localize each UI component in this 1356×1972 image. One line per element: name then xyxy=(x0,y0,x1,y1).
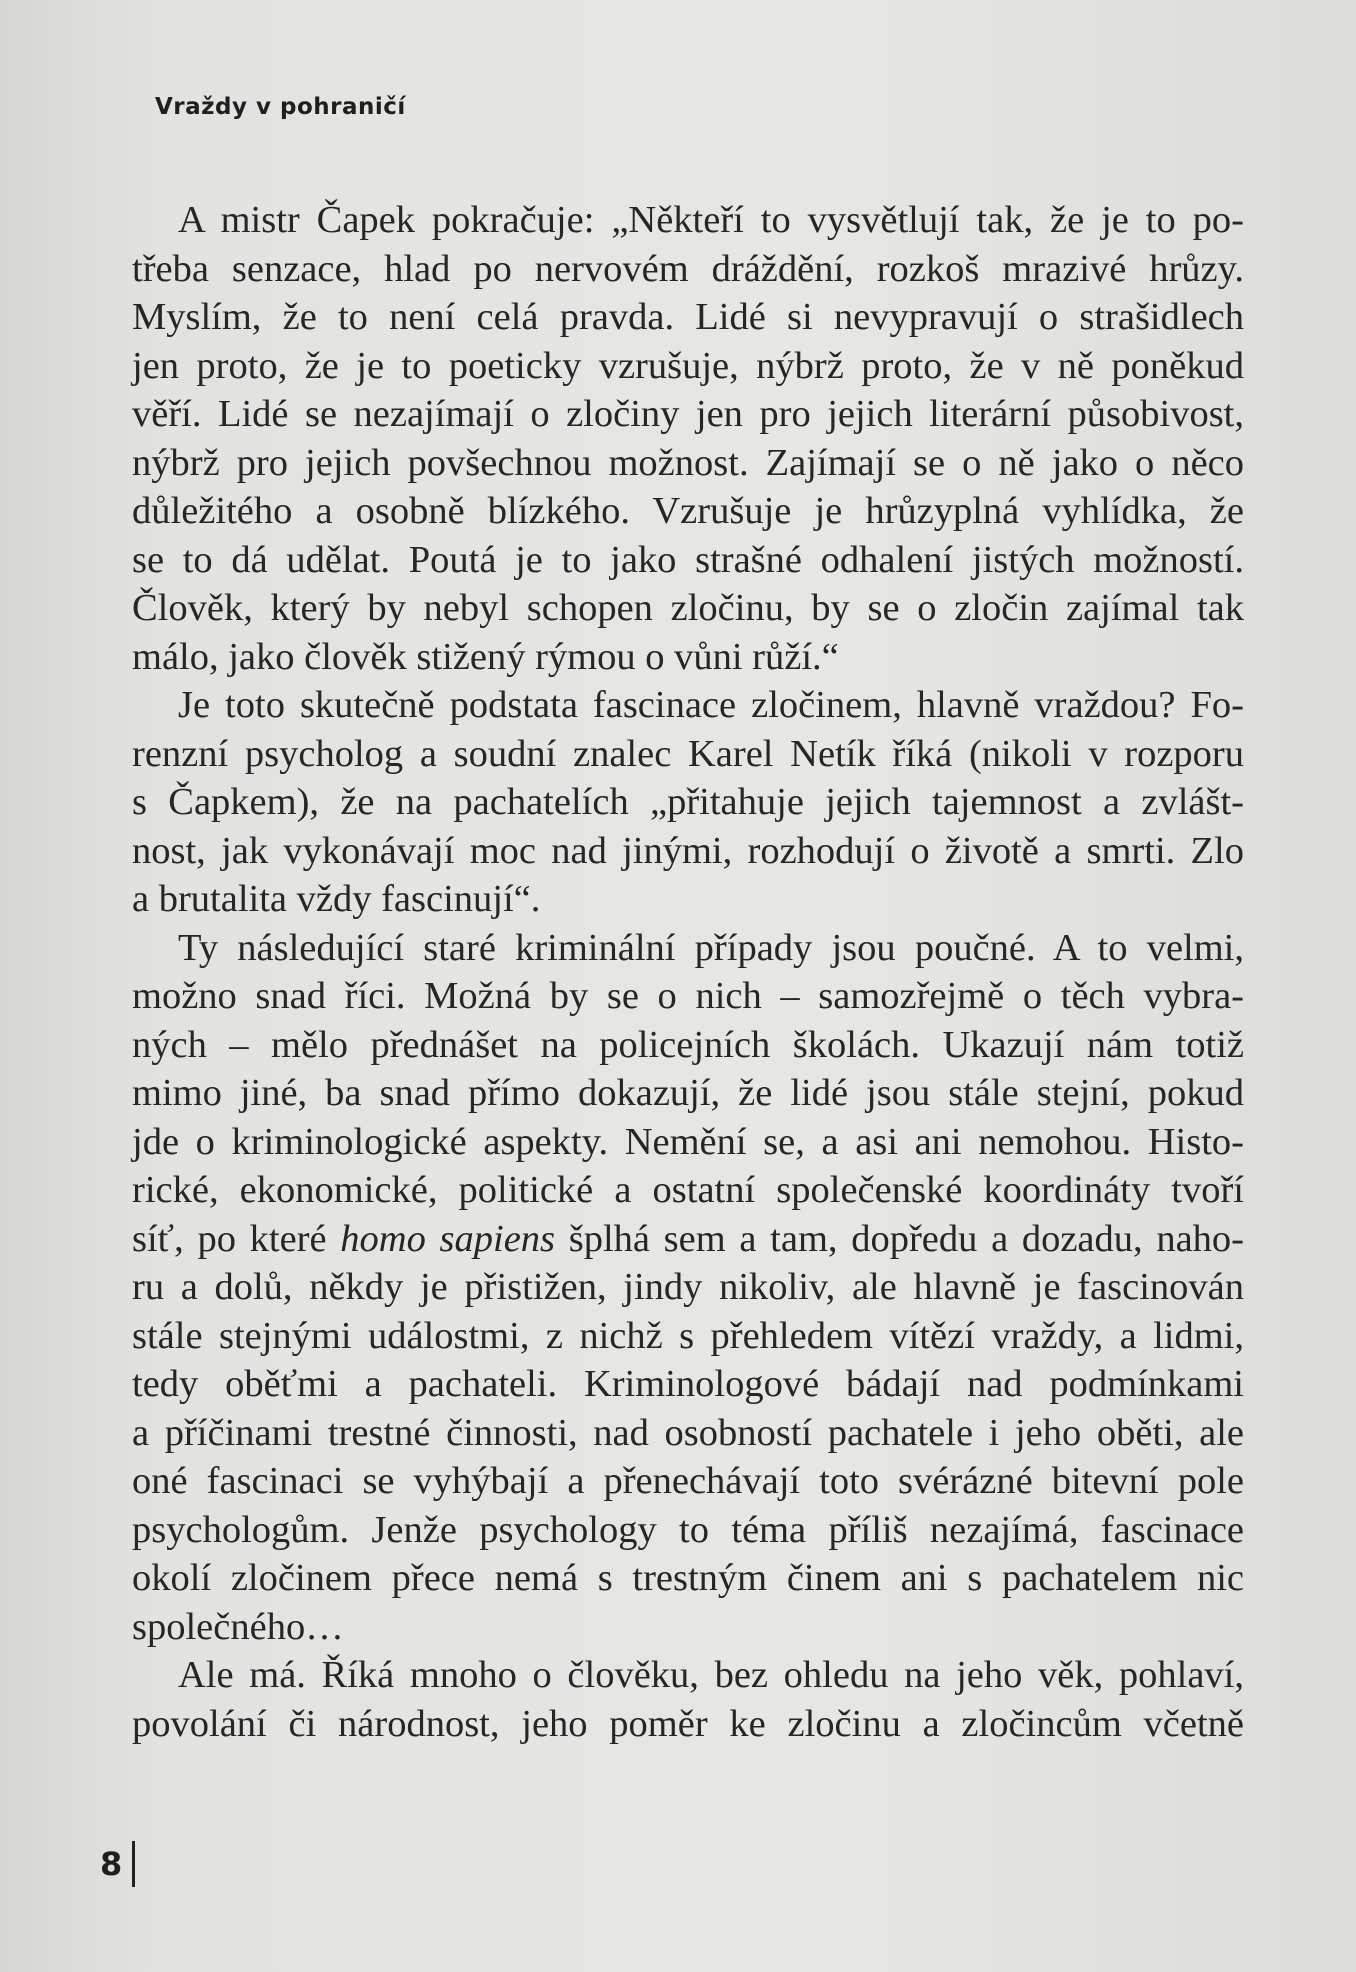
paragraph-3 xyxy=(132,924,1244,1652)
text-line: stále stejnými událostmi, z nichž s přehledem vítězí vraždy, a lidmi, xyxy=(132,1314,1244,1357)
text-line: a příčinami trestné činnosti, nad osobností pachatele i jeho oběti, ale xyxy=(132,1411,1244,1454)
text-line: jde o kriminologické aspekty. Nemění se, a asi ani nemohou. Histo- xyxy=(132,1120,1244,1163)
text-line: renzní psycholog a soudní znalec Karel Netík říká (nikoli v rozporu xyxy=(132,732,1244,775)
text-line: jen proto, že je to poeticky vzrušuje, nýbrž proto, že v ně poněkud xyxy=(132,344,1244,387)
page-number xyxy=(100,1841,135,1887)
text-line: nost, jak vykonávají moc nad jinými, rozhodují o životě a smrti. Zlo xyxy=(132,829,1244,872)
text-line: ru a dolů, někdy je přistižen, jindy nikoliv, ale hlavně je fascinován xyxy=(132,1266,1244,1308)
text-line: s Čapkem), že na pachatelích „přitahuje jejich tajemnost a zvlášt- xyxy=(132,781,1244,823)
text-line: nýbrž pro jejich povšechnou možnost. Zajímají se o ně jako o něco xyxy=(132,441,1244,484)
paragraph-4 xyxy=(132,1651,1244,1748)
body-text xyxy=(132,196,1244,1748)
text-line: Člověk, který by nebyl schopen zločinu, by se o zločin zajímal tak xyxy=(132,587,1244,629)
text-line: třeba senzace, hlad po nervovém dráždění, rozkoš mrazivé hrůzy. xyxy=(132,247,1244,290)
text-line: Ale má. Říká mnoho o člověku, bez ohledu na jeho věk, pohlaví, xyxy=(178,1654,1244,1696)
text-line: Myslím, že to není celá pravda. Lidé si nevypravují o strašidlech xyxy=(132,296,1244,338)
text-line: se to dá udělat. Poutá je to jako strašné odhalení jistých možností. xyxy=(132,538,1244,581)
text-line: okolí zločinem přece nemá s trestným činem ani s pachatelem nic xyxy=(132,1557,1244,1599)
text-line: Ty následující staré kriminální případy jsou poučné. A to velmi, xyxy=(178,926,1244,969)
text-line: ných – mělo přednášet na policejních školách. Ukazují nám totiž xyxy=(132,1023,1244,1066)
text-line: málo, jako člověk stižený rýmou o vůni růží.“ xyxy=(132,635,839,678)
line-end: šplhá sem a tam, dopředu a dozadu, naho- xyxy=(555,1217,1244,1260)
text-line: rické, ekonomické, politické a ostatní společenské koordináty tvoří xyxy=(132,1169,1244,1211)
line-start: síť, po které xyxy=(132,1217,341,1260)
text-line: oné fascinaci se vyhýbají a přenechávají toto svérázné bitevní pole xyxy=(132,1460,1244,1502)
paragraph-2 xyxy=(132,681,1244,924)
text-line: možno snad říci. Možná by se o nich – samozřejmě o těch vybra- xyxy=(132,975,1244,1017)
text-line: důležitého a osobně blízkého. Vzrušuje je hrůzyplná vyhlídka, že xyxy=(132,490,1244,532)
italic-phrase: homo sapiens xyxy=(340,1217,556,1260)
text-line: a brutalita vždy fascinují“. xyxy=(132,878,541,920)
text-line: Je toto skutečně podstata fascinace zločinem, hlavně vraždou? Fo- xyxy=(178,684,1244,726)
text-line: mimo jiné, ba snad přímo dokazují, že lidé jsou stále stejní, pokud xyxy=(132,1072,1244,1114)
text-line: povolání či národnost, jeho poměr ke zločinu a zločincům včetně xyxy=(132,1702,1244,1745)
paragraph-1 xyxy=(132,196,1244,681)
text-line-with-italic xyxy=(132,1215,1244,1264)
text-line: tedy oběťmi a pachateli. Kriminologové bádají nad podmínkami xyxy=(132,1363,1244,1405)
folio-divider xyxy=(132,1841,135,1887)
text-line: věří. Lidé se nezajímají o zločiny jen pro jejich literární působivost, xyxy=(132,393,1244,435)
page-number-text: 8 xyxy=(100,1845,123,1883)
text-line: společného… xyxy=(132,1605,344,1648)
running-head: Vraždy v pohraničí xyxy=(155,94,406,120)
text-line: A mistr Čapek pokračuje: „Někteří to vysvětlují tak, že je to po- xyxy=(178,199,1244,241)
text-line: psychologům. Jenže psychology to téma příliš nezajímá, fascinace xyxy=(132,1508,1244,1551)
